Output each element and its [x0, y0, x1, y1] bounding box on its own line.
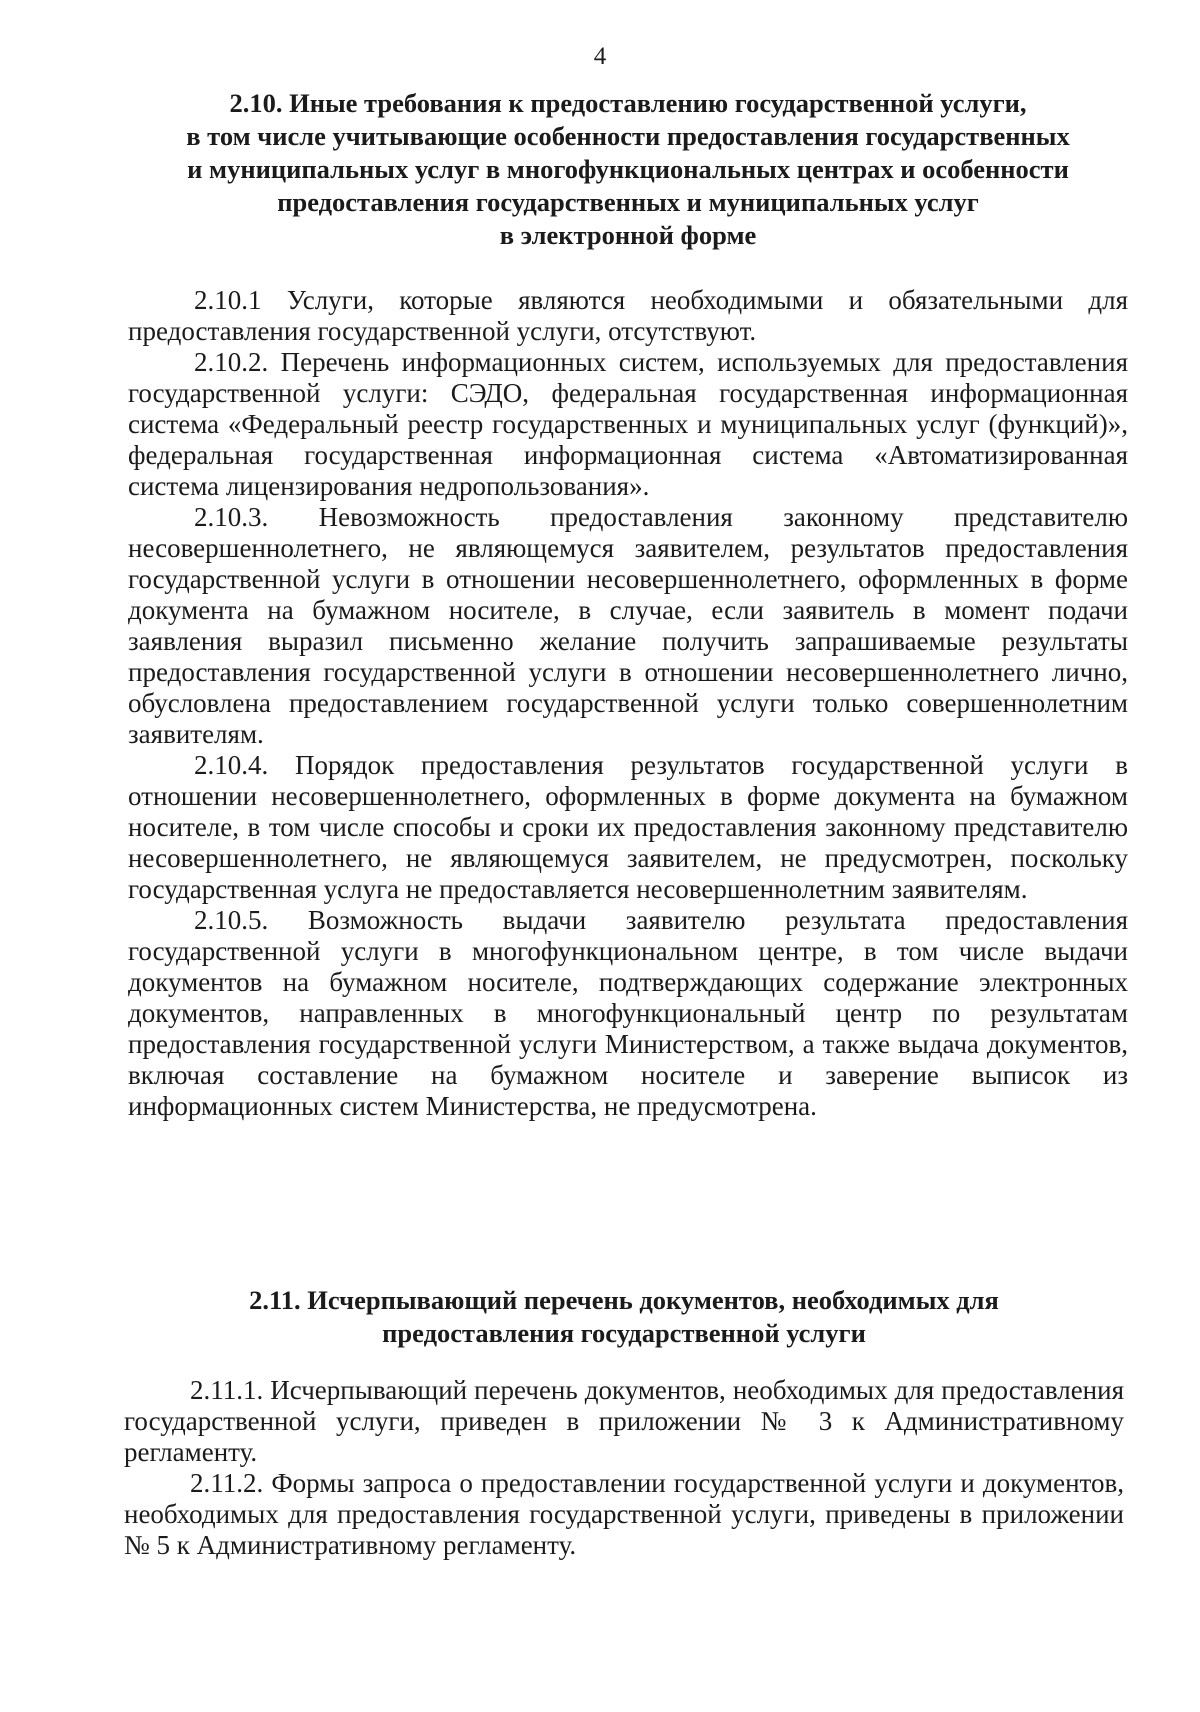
- section-2-11-heading-block: [124, 1284, 1124, 1350]
- paragraph-2-10-3: 2.10.3. Невозможность предоставления законному представителю несовершеннолетнего, не являющемуся заявителем, результатов предоставления государственной услуги в отношении несовершеннолетнего, оформленных в форме документа на бумажном носителе, в случае, если заявитель в момент подачи заявления выразил письменно желание получить запрашиваемые результаты предоставления государственной услуги в отношении несовершеннолетнего лично, обусловлена предоставлением государственной услуги только совершеннолетним заявителям.: [128, 502, 1128, 749]
- section-2-11-body: [124, 1375, 1124, 1561]
- paragraph-2-10-2: 2.10.2. Перечень информационных систем, используемых для предоставления государственной услуги: СЭДО, федеральная государственная информационная система «Федеральный реестр государственных и муниципальных услуг (функций)», федеральная государственная информационная система «Автоматизированная система лицензирования недропользования».: [128, 347, 1128, 501]
- section-2-10-heading-block: [128, 87, 1128, 252]
- heading-line: в том числе учитывающие особенности предоставления государственных: [186, 121, 1070, 151]
- section-2-11-heading: [124, 1284, 1124, 1350]
- heading-line: 2.11. Исчерпывающий перечень документов, необходимых для: [249, 1285, 999, 1315]
- heading-line: в электронной форме: [499, 220, 757, 250]
- heading-line: предоставления государственной услуги: [382, 1318, 866, 1348]
- page-number: 4: [593, 43, 607, 70]
- section-2-10-body: [128, 285, 1128, 1122]
- paragraph-2-11-1: 2.11.1. Исчерпывающий перечень документов, необходимых для предоставления государственной услуги, приведен в приложении № 3 к Административному регламенту.: [124, 1375, 1124, 1467]
- paragraph-2-11-2: 2.11.2. Формы запроса о предоставлении государственной услуги и документов, необходимых для предоставления государственной услуги, приведены в приложении № 5 к Административному регламенту.: [124, 1468, 1124, 1560]
- paragraph-2-10-5: 2.10.5. Возможность выдачи заявителю результата предоставления государственной услуги в многофункциональном центре, в том числе выдачи документов на бумажном носителе, подтверждающих содержание электронных документов, направленных в многофункциональный центр по результатам предоставления государственной услуги Министерством, а также выдача документов, включая составление на бумажном носителе и заверение выписок из информационных систем Министерства, не предусмотрена.: [128, 905, 1128, 1121]
- heading-line: 2.10. Иные требования к предоставлению государственной услуги,: [229, 88, 1027, 118]
- paragraph-2-10-4: 2.10.4. Порядок предоставления результатов государственной услуги в отношении несовершеннолетнего, оформленных в форме документа на бумажном носителе, в том числе способы и сроки их предоставления законному представителю несовершеннолетнего, не являющемуся заявителем, не предусмотрен, поскольку государственная услуга не предоставляется несовершеннолетним заявителям.: [128, 750, 1128, 904]
- paragraph-2-10-1: 2.10.1 Услуги, которые являются необходимыми и обязательными для предоставления государственной услуги, отсутствуют.: [128, 285, 1128, 346]
- section-2-10-heading: [128, 87, 1128, 252]
- heading-line: и муниципальных услуг в многофункциональных центрах и особенности: [187, 154, 1069, 184]
- heading-line: предоставления государственных и муниципальных услуг: [277, 187, 979, 217]
